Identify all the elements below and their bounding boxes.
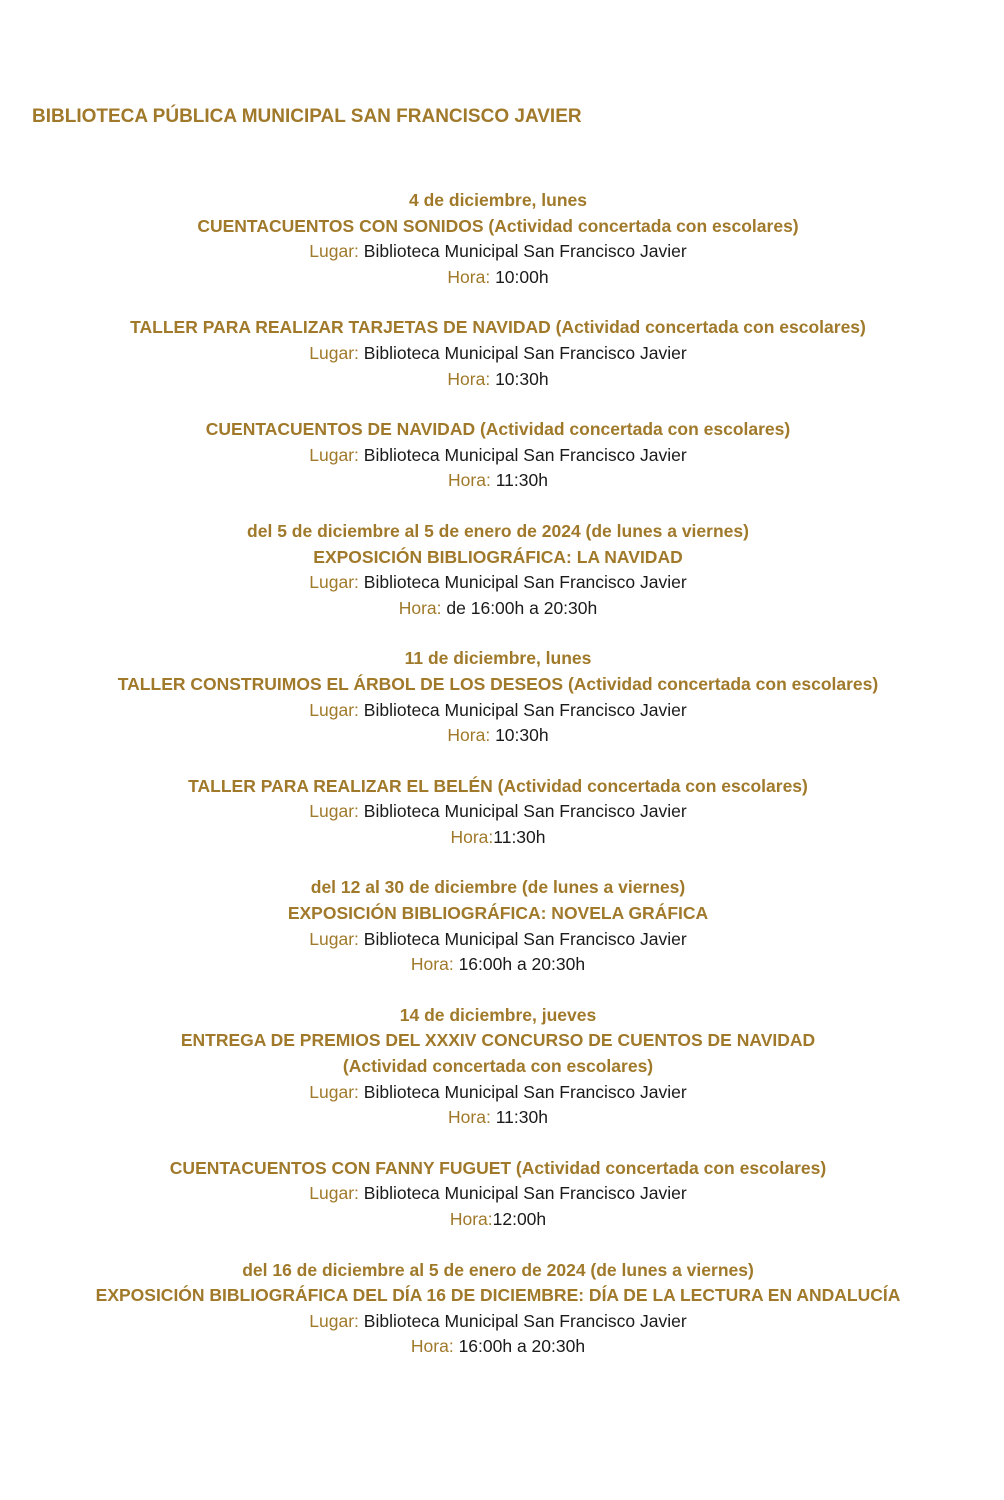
event-title: EXPOSICIÓN BIBLIOGRÁFICA DEL DÍA 16 DE DICIEMBRE: DÍA DE LA LECTURA EN ANDALUCÍA [95, 1285, 901, 1306]
event-time [0, 596, 996, 622]
location-label: Lugar: [309, 801, 359, 822]
event-title: TALLER PARA REALIZAR TARJETAS DE NAVIDAD (Actividad concertada con escolares) [130, 317, 866, 338]
event-title: CUENTACUENTOS DE NAVIDAD (Actividad concertada con escolares) [205, 419, 791, 440]
location-value: Biblioteca Municipal San Francisco Javier [363, 1310, 687, 1331]
event-title: CUENTACUENTOS CON FANNY FUGUET (Actividad concertada con escolares) [169, 1157, 827, 1178]
event-date: 4 de diciembre, lunes [409, 190, 587, 210]
event-time [0, 825, 996, 851]
time-value: 11:30h [495, 1107, 548, 1128]
event-block [0, 875, 996, 977]
time-label: Hora: [449, 1209, 493, 1229]
event-location [0, 1181, 996, 1207]
time-label: Hora: [447, 266, 491, 287]
event-block [0, 1258, 996, 1360]
event-block [0, 646, 996, 748]
location-value: Biblioteca Municipal San Francisco Javier [363, 342, 687, 363]
time-label: Hora: [450, 826, 494, 847]
time-label: Hora: [410, 954, 454, 975]
location-value: Biblioteca Municipal San Francisco Javier [363, 444, 687, 465]
location-label: Lugar: [309, 342, 359, 363]
event-date: 14 de diciembre, jueves [399, 1004, 597, 1025]
event-location [0, 698, 996, 724]
location-label: Lugar: [309, 1183, 359, 1204]
time-value: 11:30h [493, 826, 546, 847]
time-label: Hora: [410, 1336, 454, 1357]
event-time [0, 367, 996, 393]
event-date: 11 de diciembre, lunes [404, 648, 592, 669]
event-time [0, 468, 996, 494]
event-location [0, 799, 996, 825]
time-value: 10:00h [495, 266, 549, 287]
location-label: Lugar: [309, 444, 359, 465]
event-block [0, 417, 996, 494]
event-title: (Actividad concertada con escolares) [342, 1056, 654, 1077]
time-value: 10:30h [495, 368, 549, 389]
event-block [0, 188, 996, 290]
location-label: Lugar: [309, 241, 359, 262]
location-value: Biblioteca Municipal San Francisco Javier [363, 801, 687, 822]
time-value: 16:00h a 20:30h [458, 1336, 586, 1357]
location-label: Lugar: [309, 928, 359, 949]
event-title: CUENTACUENTOS CON SONIDOS (Actividad concertada con escolares) [197, 215, 799, 236]
location-label: Lugar: [309, 699, 359, 720]
location-value: Biblioteca Municipal San Francisco Javier [363, 928, 687, 949]
event-time [0, 723, 996, 749]
event-time [0, 1334, 996, 1360]
time-value: de 16:00h a 20:30h [446, 597, 598, 618]
time-value: 11:30h [495, 470, 548, 491]
event-block [0, 774, 996, 851]
event-title: EXPOSICIÓN BIBLIOGRÁFICA: NOVELA GRÁFICA [287, 903, 709, 924]
time-label: Hora: [448, 470, 491, 491]
event-block [0, 315, 996, 392]
event-location [0, 1080, 996, 1106]
time-label: Hora: [447, 725, 491, 746]
event-time [0, 265, 996, 291]
location-label: Lugar: [309, 572, 359, 593]
event-block [0, 1156, 996, 1233]
time-label: Hora: [447, 368, 491, 389]
location-label: Lugar: [309, 1081, 359, 1102]
time-label: Hora: [398, 597, 442, 618]
event-location [0, 341, 996, 367]
event-block [0, 519, 996, 621]
location-value: Biblioteca Municipal San Francisco Javier [363, 699, 687, 720]
time-value: 16:00h a 20:30h [458, 954, 586, 975]
location-value: Biblioteca Municipal San Francisco Javier [363, 1081, 687, 1102]
location-label: Lugar: [309, 1310, 359, 1331]
event-title: TALLER PARA REALIZAR EL BELÉN (Actividad concertada con escolares) [188, 775, 808, 796]
event-list [0, 188, 996, 1385]
location-value: Biblioteca Municipal San Francisco Javier [363, 572, 687, 593]
time-value: 10:30h [495, 725, 549, 746]
time-value: 12:00h [492, 1209, 547, 1229]
event-date: del 16 de diciembre al 5 de enero de 2024 (de lunes a viernes) [242, 1259, 754, 1280]
event-block [0, 1003, 996, 1131]
event-location [0, 927, 996, 953]
event-time [0, 1207, 996, 1233]
event-location [0, 239, 996, 265]
event-time [0, 1105, 996, 1131]
location-value: Biblioteca Municipal San Francisco Javier [363, 1183, 687, 1204]
location-value: Biblioteca Municipal San Francisco Javier [363, 241, 687, 262]
event-location [0, 1309, 996, 1335]
event-date: del 5 de diciembre al 5 de enero de 2024 (de lunes a viernes) [247, 520, 749, 541]
event-time [0, 952, 996, 978]
page-title: BIBLIOTECA PÚBLICA MUNICIPAL SAN FRANCISCO JAVIER [32, 106, 582, 127]
event-title: ENTREGA DE PREMIOS DEL XXXIV CONCURSO DE CUENTOS DE NAVIDAD [180, 1030, 816, 1051]
event-title: TALLER CONSTRUIMOS EL ÁRBOL DE LOS DESEOS (Actividad concertada con escolares) [117, 673, 879, 694]
time-label: Hora: [448, 1107, 491, 1128]
event-location [0, 570, 996, 596]
event-title: EXPOSICIÓN BIBLIOGRÁFICA: LA NAVIDAD [313, 546, 683, 567]
event-date: del 12 al 30 de diciembre (de lunes a viernes) [310, 877, 686, 898]
event-location [0, 443, 996, 469]
